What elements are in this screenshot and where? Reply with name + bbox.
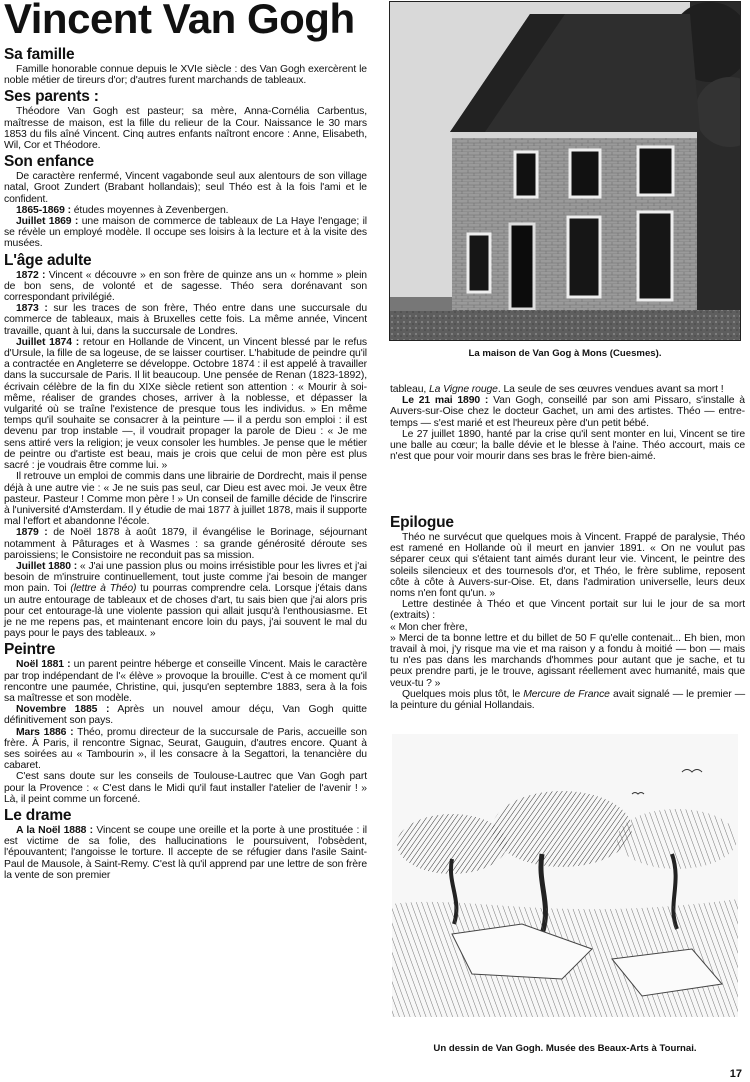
drame-text-1: A la Noël 1888 : Vincent se coupe une oreille et la porte à une prostituée : il est victime de sa folie, des hallucinations le poursuivent, l'obsèdent, l'épouvantent; l'angoisse le torture. Il accepte de se réfugier dans l'asile Saint-Paul de Mausole, à Saint-Remy. C'est là qu'il apprend par une lettre de son frère la vente de son premier	[4, 824, 367, 881]
house-photo	[389, 1, 741, 341]
adulte-text-1: 1872 : Vincent « découvre » en son frère de quinze ans un « homme » plein de bon sens, de volonté et de sagesse. Théo sera dorénavant son correspondant privilégié.	[4, 269, 367, 304]
adulte-text-4: Il retrouve un emploi de commis dans une librairie de Dordrecht, mais il pense déjà à une autre vie : « Je ne suis pas seul, car Dieu est avec moi. Je veux être pasteur. Pasteur ! Comme mon père ! » Un conseil de famille décide de l'inscrire à l'université d'Amsterdam. Il y étudie de mai 1877 à juillet 1878, mais il supporte mal l'effort et abandonne l'école.	[4, 471, 367, 528]
left-column	[4, 44, 367, 881]
date-label: Juillet 1869 :	[16, 216, 79, 228]
heading-enfance: Son enfance	[4, 153, 94, 171]
heading-drame: Le drame	[4, 806, 72, 824]
house-caption: La maison de Van Gog à Mons (Cuesmes).	[468, 348, 662, 359]
date-label: 1873 :	[16, 303, 48, 315]
epilogue-text-3: « Mon cher frère,	[390, 621, 468, 633]
date-label: 1872 :	[16, 269, 46, 281]
enfance-text-3: Juillet 1869 : une maison de commerce de tableaux de La Haye l'engage; il se révèle un employé modèle. Il occupe ses loisirs à la lecture et à la visite des musées.	[4, 216, 367, 250]
right-column-epilogue	[390, 512, 745, 711]
date-label: Juillet 1880 :	[16, 560, 78, 572]
heading-peintre: Peintre	[4, 641, 56, 659]
date-label: Mars 1886 :	[16, 726, 74, 738]
page-number: 17	[729, 1068, 742, 1080]
parents-text: Théodore Van Gogh est pasteur; sa mère, Anna-Cornélia Carbentus, maîtresse de maison, est la fille du relieur de la Cour. Naissance le 30 mars 1853 du fils aîné Vincent. Cinq autres enfants naîtront encore : Anne, Elisabeth, Wil, Cor et Théodore.	[4, 106, 367, 152]
adulte-text-6: Juillet 1880 : « J'ai une passion plus ou moins irrésistible pour les livres et j'ai besoin de m'instruire continuellement, tout juste comme j'ai besoin de manger mon pain. Toi (lettre à Théo) tu pourras comprendre cela. Lorsque j'étais dans un autre entourage de tableaux et de choses d'art, tu sais bien que j'ai alors pris pour cet entourage-là une violente passion qui allait jusqu'à l'enthousiasme. Et je ne me repens pas, et maintenant encore loin du pays, j'ai souvent le mal du pays pour le pays des tableaux. »	[4, 560, 367, 640]
enfance-text-1: De caractère renfermé, Vincent vagabonde seul aux alentours de son village natal, Groot Zundert (Brabant hollandais); seul Théo est à la fois l'ami et le confident.	[4, 171, 367, 205]
page-title: Vincent Van Gogh	[4, 0, 355, 42]
epilogue-text-2: Lettre destinée à Théo et que Vincent portait sur lui le jour de sa mort (extraits) :	[390, 599, 745, 622]
drame-suite-text-3: Le 27 juillet 1890, hanté par la crise qu'il sent monter en lui, Vincent se tire une balle au cœur; la balle dévie et le blesse à l'aine. Théo accourt, mais ce n'est que pour voir mourir dans ses bras le frère bien-aimé.	[390, 428, 745, 463]
heading-famille: Sa famille	[4, 46, 75, 63]
peintre-text-2: Novembre 1885 : Après un nouvel amour déçu, Van Gogh quitte définitivement son pays.	[4, 704, 367, 727]
heading-epilogue: Epilogue	[390, 514, 454, 531]
date-label: Novembre 1885 :	[16, 704, 110, 716]
date-label: A la Noël 1888 :	[16, 824, 94, 836]
date-label: Juillet 1874 :	[16, 336, 80, 348]
house-illustration	[390, 2, 740, 340]
adulte-text-3: Juillet 1874 : retour en Hollande de Vincent, un Vincent blessé par le refus d'Ursule, la fille de sa logeuse, de se laisser courtiser. L'habitude de peindre qu'il a contractée en Angleterre se développe. Octobre 1874 : il est appelé à travailler dans la succursale de Paris. Il lit beaucoup. Une pensée de Renan (1823-1892), écrivain célèbre de la fin du XIXe siècle retient son attention : « Mourir à soi-même, réaliser de grandes choses, arriver à la noblesse, et dépasser la vulgarité où se traîne l'existence de presque tous les individus. » En même temps qu'il souhaite se consacrer à la peinture — il a perdu son emploi : il est devenu par trop instable —, il voudrait propager la parole de Dieu : « Je me sens attiré vers la religion; je veux consoler les humbles. Je pense que le métier de peintre ou d'artiste est beau, mais je crois que celui de mon père est plus sacré : je voudrais être comme lui. »	[4, 336, 367, 472]
drawing-caption: Un dessin de Van Gogh. Musée des Beaux-Arts à Tournai.	[433, 1043, 697, 1054]
drawing-image	[392, 734, 738, 1017]
adulte-text-2: 1873 : sur les traces de son frère, Théo entre dans une succursale du commerce de tableaux, mais à Bruxelles cette fois. La même année, Vincent travaille, quant à lui, dans la succursale de Londres.	[4, 303, 368, 337]
enfance-text-2: 1865-1869 : études moyennes à Zevenbergen.	[16, 204, 229, 216]
famille-text: Famille honorable connue depuis le XVIe siècle : des Van Gogh exercèrent le noble métier de tireurs d'or; d'autres furent marchands de tableaux.	[4, 64, 367, 87]
adulte-text-5: 1879 : de Noël 1878 à août 1879, il évangélise le Borinage, séjournant notamment à Pâturages et à Wasmes : sa grande générosité déroute ses paroissiens; le Consistoire ne reconduit pas sa mission.	[4, 527, 367, 561]
peintre-text-3: Mars 1886 : Théo, promu directeur de la succursale de Paris, accueille son frère. À Paris, il rencontre Signac, Seurat, Gauguin, d'autres encore. Quant à ses soirées au « Tambourin », il les consacre à la Segattori, la tenancière du cabaret.	[4, 726, 367, 772]
drame-suite-text-1: tableau, La Vigne rouge. La seule de ses œuvres vendues avant sa mort !	[390, 384, 724, 395]
heading-parents: Ses parents :	[4, 88, 99, 106]
epilogue-text-5: Quelques mois plus tôt, le Mercure de France avait signalé — le premier — la peinture du génial Hollandais.	[390, 688, 746, 712]
peintre-text-1: Noël 1881 : un parent peintre héberge et conseille Vincent. Mais le caractère par trop indépendant de l'« élève » provoque la brouille. C'est à ce moment qu'il rencontre une paumée, Christine, qui, jusqu'en septembre 1883, sera à la fois sa maîtresse et son modèle.	[4, 659, 368, 704]
date-label: Noël 1881 :	[16, 659, 71, 671]
right-column-top	[390, 384, 745, 462]
peintre-text-4: C'est sans doute sur les conseils de Toulouse-Lautrec que Van Gogh part pour la Provence : « C'est dans le Midi qu'il faut installer l'atelier de l'avenir ! » Là, il peint comme un forcené.	[4, 771, 367, 805]
olive-trees-drawing	[392, 734, 738, 1017]
date-label: 1879 :	[16, 527, 48, 539]
drame-suite-text-2: Le 21 mai 1890 : Van Gogh, conseillé par son ami Pissaro, s'installe à Auvers-sur-Oise chez le docteur Gachet, un ami des artistes. Théo — entre-temps — s'est marié et est l'heureux père d'un petit bébé.	[390, 395, 745, 429]
date-label: Le 21 mai 1890 :	[402, 395, 489, 407]
heading-adulte: L'âge adulte	[4, 251, 92, 269]
epilogue-text-1: Théo ne survécut que quelques mois à Vincent. Frappé de paralysie, Théo est ramené en Hollande où il meurt en janvier 1891. « On ne voulut pas séparer ceux qui s'étaient tant aimés durant leur vie. Vincent, le peintre des soleils silencieux et des tournesols d'or, et Théo, le frère sublime, reposent côte à côte à Auvers-sur-Oise. Et, dans l'admiration universelle, leurs deux noms n'en font qu'un. »	[390, 532, 745, 600]
date-label: 1865-1869 :	[16, 204, 71, 216]
epilogue-text-4: » Merci de ta bonne lettre et du billet de 50 F qu'elle contenait... Eh bien, mon travail à moi, j'y risque ma vie et ma raison y a fondu à moitié — bon — mais tu n'es pas dans les marchands d'hommes pour autant que je sache, et tu peux prendre parti, je le trouve, agissant réellement avec humanité, mais que veux-tu ? »	[390, 632, 745, 689]
